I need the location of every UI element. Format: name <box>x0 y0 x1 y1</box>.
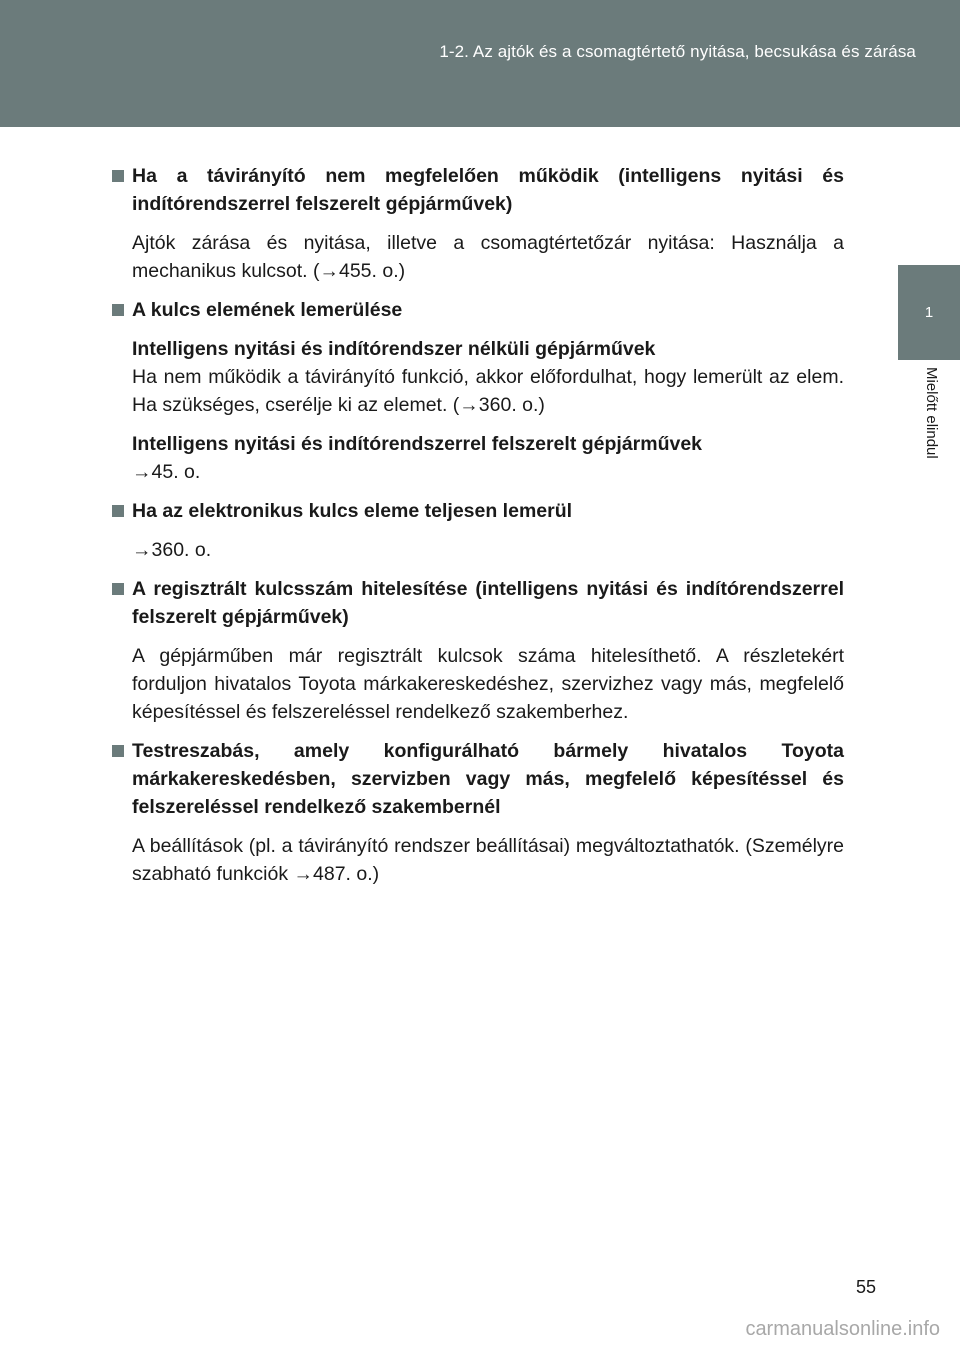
square-bullet-icon <box>112 583 124 595</box>
section-heading-text: Ha az elektronikus kulcs eleme teljesen lemerül <box>132 500 573 522</box>
section-heading-text: Ha a távirányító nem megfelelően működik (intelligens nyitási és indítórendszerrel felszerelt gépjárművek) <box>132 165 844 215</box>
header-bar <box>0 0 960 127</box>
paragraph <box>108 229 844 285</box>
paragraph-text: Ajtók zárása és nyitása, illetve a csomagtértetőzár nyitása: Használja a mechanikus kulcsot. (→455. o.) <box>132 232 844 282</box>
section-heading <box>108 737 844 821</box>
paragraph-subheading: Intelligens nyitási és indítórendszerrel felszerelt gépjárművek <box>132 433 703 455</box>
square-bullet-icon <box>112 304 124 316</box>
section-battery-depleted <box>108 497 844 564</box>
paragraph-text: Ha nem működik a távirányító funkció, akkor előfordulhat, hogy lemerült az elem. Ha szükséges, cserélje ki az elemet. (→360. o.) <box>132 366 844 416</box>
paragraph-subheading: Intelligens nyitási és indítórendszer nélküli gépjárművek <box>132 338 656 360</box>
paragraph <box>108 335 844 419</box>
chapter-tab[interactable] <box>898 265 960 360</box>
chapter-title: Mielőtt elindul <box>923 367 940 459</box>
paragraph <box>108 642 844 726</box>
section-heading <box>108 497 844 525</box>
content-area <box>108 162 844 899</box>
section-heading <box>108 575 844 631</box>
section-heading <box>108 296 844 324</box>
section-heading <box>108 162 844 218</box>
paragraph <box>108 832 844 888</box>
section-title: 1-2. Az ajtók és a csomagtértető nyitása, becsukása és zárása <box>439 42 916 61</box>
square-bullet-icon <box>112 505 124 517</box>
paragraph <box>108 430 844 486</box>
section-heading-text: Testreszabás, amely konfigurálható bármely hivatalos Toyota márkakereskedésben, szervizben vagy más, megfelelő képesítéssel és felszereléssel rendelkező szakembernél <box>132 740 844 818</box>
square-bullet-icon <box>112 745 124 757</box>
section-heading-text: A regisztrált kulcsszám hitelesítése (intelligens nyitási és indítórendszerrel felszerelt gépjárművek) <box>132 578 844 628</box>
paragraph-text: A gépjárműben már regisztrált kulcsok száma hitelesíthető. A részletekért forduljon hivatalos Toyota márkakereskedéshez, szervizhez vagy más, megfelelő képesítéssel és felszereléssel rendelkező szakemberhez. <box>132 645 844 723</box>
watermark: carmanualsonline.info <box>745 1318 940 1340</box>
section-key-battery <box>108 296 844 486</box>
section-heading-text: A kulcs elemének lemerülése <box>132 299 403 321</box>
paragraph-text: A beállítások (pl. a távirányító rendszer beállításai) megváltoztathatók. (Személyre szabható funkciók →487. o.) <box>132 835 844 885</box>
section-key-verification <box>108 575 844 726</box>
page-reference-link[interactable]: →360. o. <box>132 539 212 561</box>
square-bullet-icon <box>112 170 124 182</box>
page-reference-link[interactable]: →45. o. <box>132 461 201 483</box>
page-number: 55 <box>856 1277 877 1297</box>
chapter-number: 1 <box>924 304 934 321</box>
section-customization <box>108 737 844 888</box>
section-remote-malfunction <box>108 162 844 285</box>
paragraph <box>108 536 844 564</box>
